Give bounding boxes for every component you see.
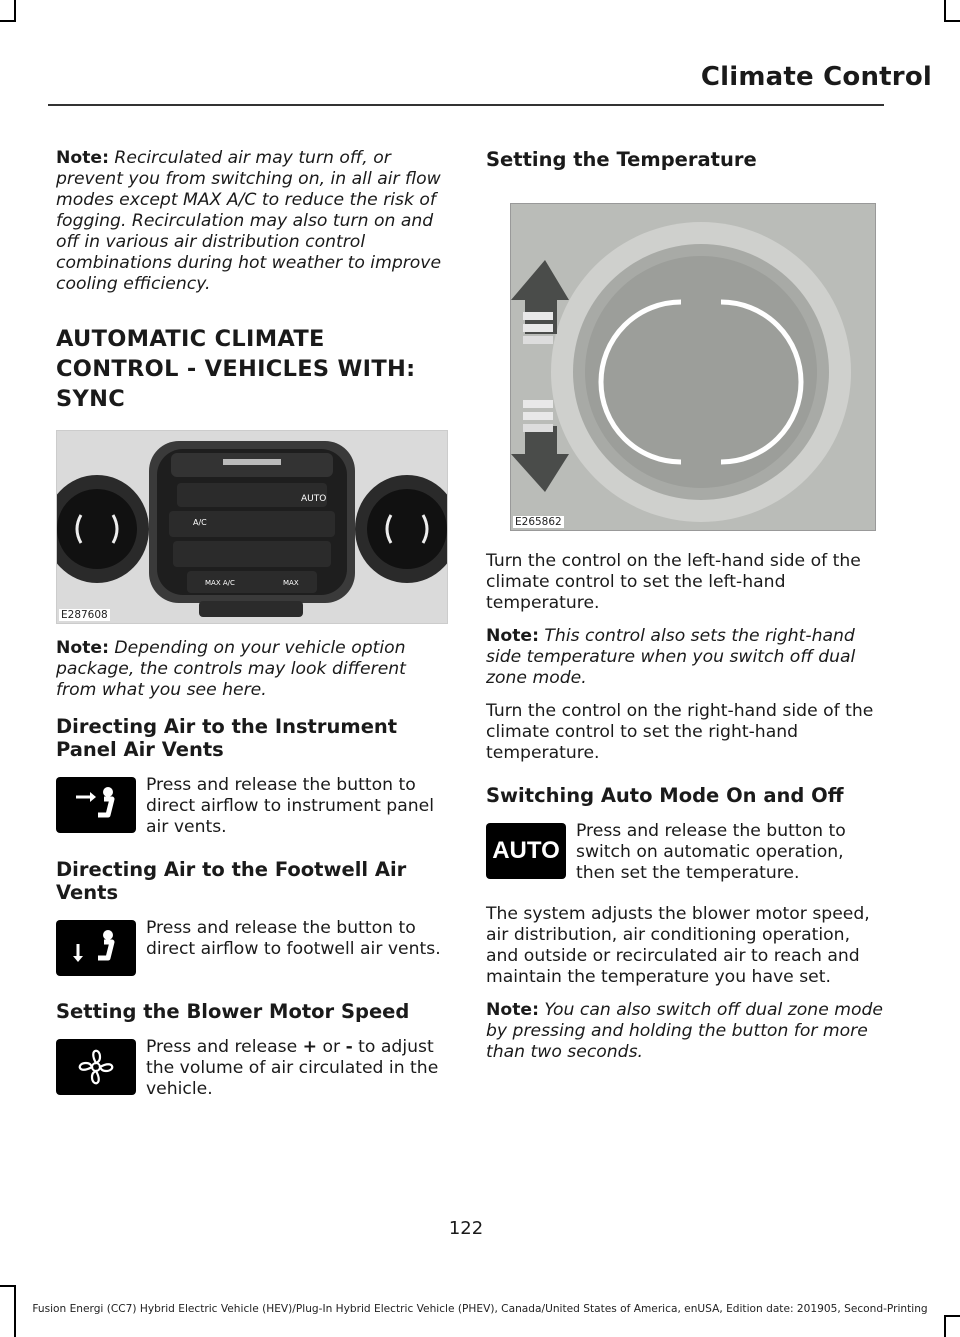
note-label: Note:	[56, 148, 109, 168]
panel-label-max: MAX	[283, 579, 299, 587]
note-text: Recirculated air may turn off, or prevent you from switching on, in all air flow modes except MAX A/C to reduce the risk of fogging. Recirculation may also turn on and off in various air distribution control combinations during hot weather to improve cooling efficiency.	[56, 148, 442, 294]
heading-panel-vents: Directing Air to the Instrument Panel Air Vents	[56, 715, 398, 761]
auto-icon-label: AUTO	[492, 837, 560, 864]
section-title-line: SYNC	[56, 386, 126, 412]
temperature-dial-illustration	[511, 204, 875, 530]
panel-label-ac: A/C	[193, 518, 207, 527]
note-text: Depending on your vehicle option package, the controls may look different from what you see here.	[56, 638, 406, 700]
note-label: Note:	[486, 626, 539, 646]
note-text: You can also switch off dual zone mode by pressing and holding the button for more than two seconds.	[486, 1000, 883, 1062]
crop-mark	[0, 1285, 16, 1287]
heading-footwell-vents: Directing Air to the Footwell Air Vents	[56, 858, 407, 904]
footwell-vents-text: Press and release the button to direct airflow to footwell air vents.	[146, 918, 441, 959]
note-switch-off-dual-zone	[486, 1000, 884, 1063]
crop-mark	[944, 1315, 960, 1317]
heading-temperature: Setting the Temperature	[486, 148, 757, 171]
page-title: Climate Control	[700, 62, 932, 92]
blower-text-c: to adjust the volume of air circulated in the vehicle.	[146, 1037, 439, 1099]
heading-auto-mode: Switching Auto Mode On and Off	[486, 784, 844, 807]
section-title	[56, 325, 448, 414]
temperature-control-figure	[510, 203, 876, 531]
crop-mark	[944, 1315, 946, 1337]
figure-id: E287608	[61, 609, 108, 621]
temp-right-text: Turn the control on the right-hand side of the climate control to set the right-hand temperature.	[486, 701, 874, 763]
climate-panel-illustration	[57, 431, 447, 623]
note-label: Note:	[56, 638, 109, 658]
temp-left-text: Turn the control on the left-hand side of the climate control to set the left-hand temperature.	[486, 551, 861, 613]
section-title-line: CONTROL - VEHICLES WITH:	[56, 356, 416, 382]
auto-mode-item	[486, 821, 884, 884]
section-title-line: AUTOMATIC CLIMATE	[56, 326, 325, 352]
auto-icon	[486, 823, 566, 879]
right-column	[486, 146, 884, 1075]
note-dual-zone	[486, 626, 884, 689]
fan-icon	[56, 1039, 136, 1095]
panel-vents-text: Press and release the button to direct airflow to instrument panel air vents.	[146, 775, 434, 837]
note-text: This control also sets the right-hand side temperature when you switch off dual zone mode.	[486, 626, 856, 688]
blower-plus: +	[302, 1037, 318, 1057]
left-column	[56, 148, 448, 1120]
panel-label-auto: AUTO	[301, 494, 327, 504]
blower-text-b: or	[317, 1037, 346, 1057]
panel-vents-item	[56, 775, 448, 838]
crop-mark	[944, 0, 946, 22]
page-number: 122	[448, 1218, 484, 1239]
auto-mode-text: Press and release the button to switch on automatic operation, then set the temperature.	[576, 821, 846, 883]
panel-vents-icon	[56, 777, 136, 833]
crop-mark	[0, 20, 16, 22]
note-label: Note:	[486, 1000, 539, 1020]
document-info: Fusion Energi (CC7) Hybrid Electric Vehicle (HEV)/Plug-In Hybrid Electric Vehicle (PHEV), Canada/United States of America, enUSA, Edition date: 201905, Second-Printing	[32, 1303, 928, 1315]
heading-blower-speed: Setting the Blower Motor Speed	[56, 1000, 410, 1023]
note-recirculated-air	[56, 148, 448, 295]
figure-id: E265862	[515, 516, 562, 528]
blower-speed-item	[56, 1037, 448, 1100]
system-adjusts-text: The system adjusts the blower motor speed, air distribution, air conditioning operation, and outside or recirculated air to reach and maintain the temperature you have set.	[486, 904, 870, 987]
note-vehicle-option	[56, 638, 448, 701]
crop-mark	[944, 20, 960, 22]
blower-speed-text	[146, 1037, 448, 1100]
blower-text-a: Press and release	[146, 1037, 303, 1057]
footwell-vents-icon	[56, 920, 136, 976]
header-rule	[48, 104, 884, 106]
footwell-vents-item	[56, 918, 448, 980]
blower-minus: -	[345, 1037, 353, 1057]
crop-mark	[14, 0, 16, 22]
climate-panel-figure	[56, 430, 448, 624]
panel-label-max-ac: MAX A/C	[205, 579, 235, 587]
